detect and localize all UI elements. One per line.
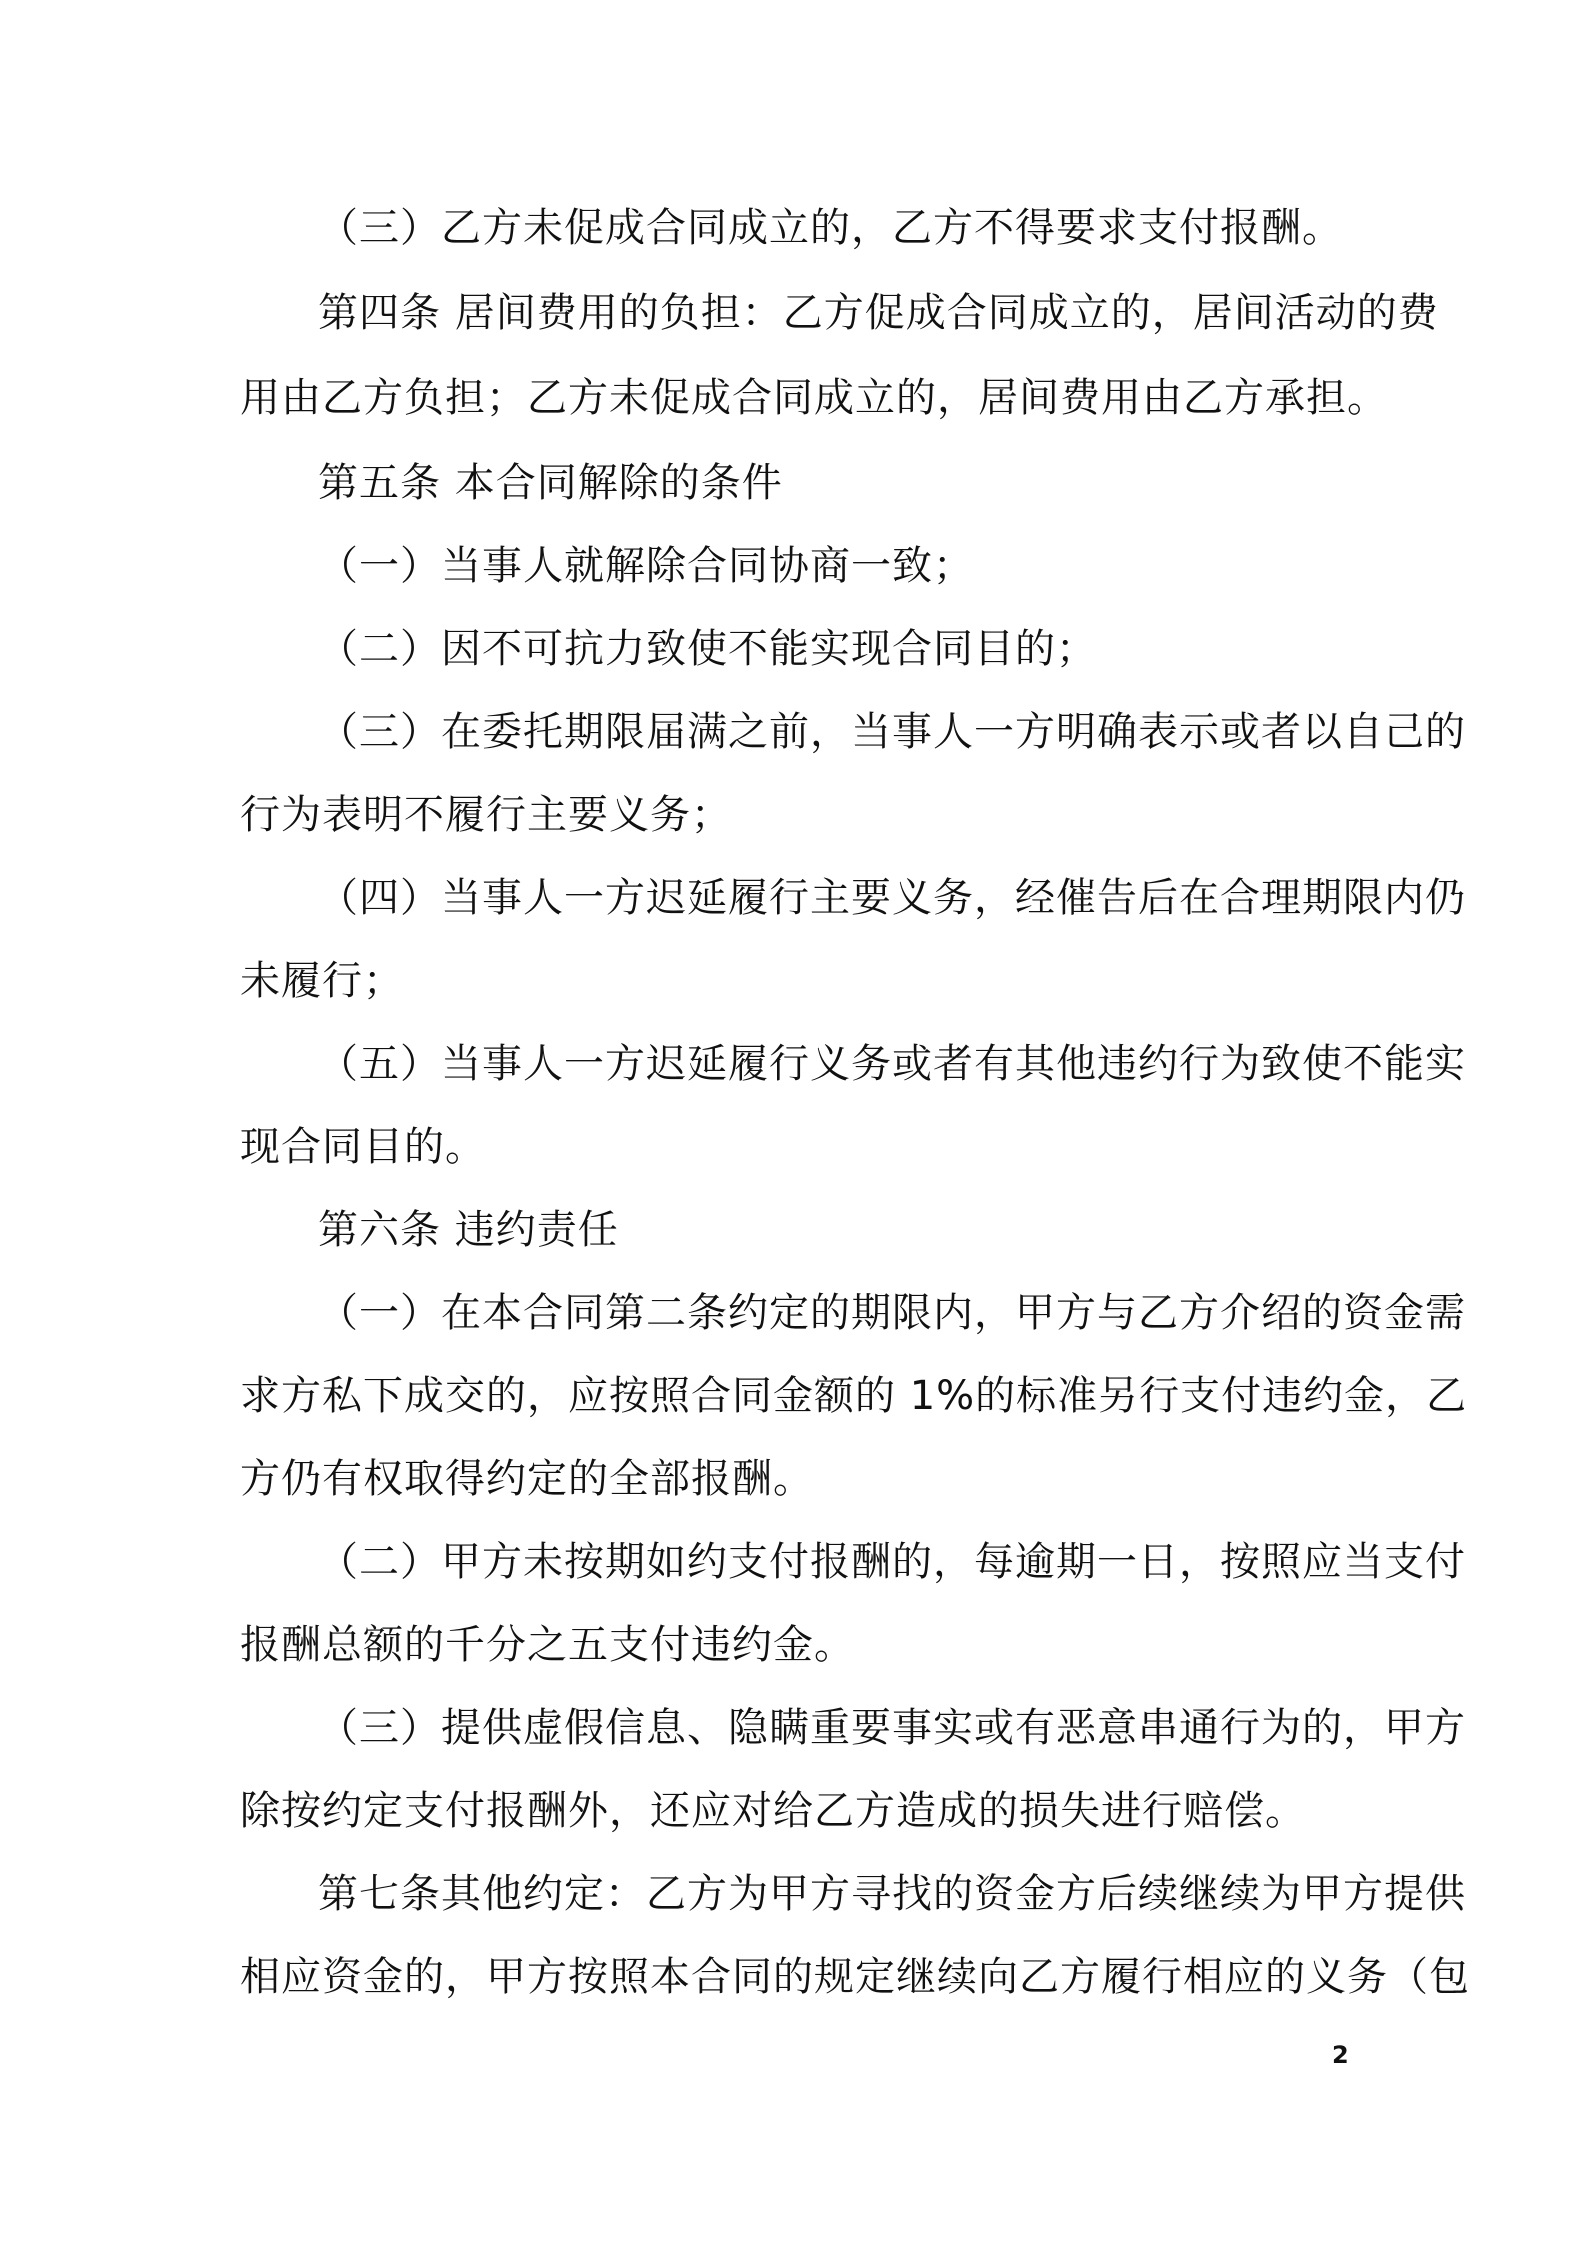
list-item-line: （三）提供虚假信息、隐瞒重要事实或有恶意串通行为的，甲方 xyxy=(318,1705,1466,1751)
list-item-line: 求方私下成交的，应按照合同金额的 1%的标准另行支付违约金，乙 xyxy=(240,1373,1468,1419)
list-item-line: （五）当事人一方迟延履行义务或者有其他违约行为致使不能实 xyxy=(318,1041,1466,1087)
list-item-line: 除按约定支付报酬外，还应对给乙方造成的损失进行赔偿。 xyxy=(240,1788,1306,1834)
list-item-line: 方仍有权取得约定的全部报酬。 xyxy=(240,1456,814,1502)
article-7-line: 相应资金的，甲方按照本合同的规定继续向乙方履行相应的义务（包 xyxy=(240,1954,1470,2000)
article-4-heading-line: 第四条 居间费用的负担：乙方促成合同成立的，居间活动的费 xyxy=(318,290,1439,336)
list-item-line: 报酬总额的千分之五支付违约金。 xyxy=(240,1622,855,1668)
article-7-line: 第七条其他约定：乙方为甲方寻找的资金方后续继续为甲方提供 xyxy=(318,1871,1466,1917)
list-item-line: （二）因不可抗力致使不能实现合同目的； xyxy=(318,626,1097,672)
article-5-heading: 第五条 本合同解除的条件 xyxy=(318,460,783,506)
list-item-line: （一）当事人就解除合同协商一致； xyxy=(318,543,974,589)
article-6-heading: 第六条 违约责任 xyxy=(318,1207,619,1253)
list-item-line: （一）在本合同第二条约定的期限内，甲方与乙方介绍的资金需 xyxy=(318,1290,1466,1336)
list-item-line: （三）在委托期限届满之前，当事人一方明确表示或者以自己的 xyxy=(318,709,1466,755)
list-item-line: 现合同目的。 xyxy=(240,1124,486,1170)
list-item-line: 行为表明不履行主要义务； xyxy=(240,792,732,838)
paragraph-line: 用由乙方负担；乙方未促成合同成立的，居间费用由乙方承担。 xyxy=(240,375,1388,421)
paragraph-line: （三）乙方未促成合同成立的，乙方不得要求支付报酬。 xyxy=(318,205,1343,251)
list-item-line: （四）当事人一方迟延履行主要义务，经催告后在合理期限内仍 xyxy=(318,875,1466,921)
page-number: 2 xyxy=(1332,2041,1349,2069)
list-item-line: 未履行； xyxy=(240,958,404,1004)
list-item-line: （二）甲方未按期如约支付报酬的，每逾期一日，按照应当支付 xyxy=(318,1539,1466,1585)
